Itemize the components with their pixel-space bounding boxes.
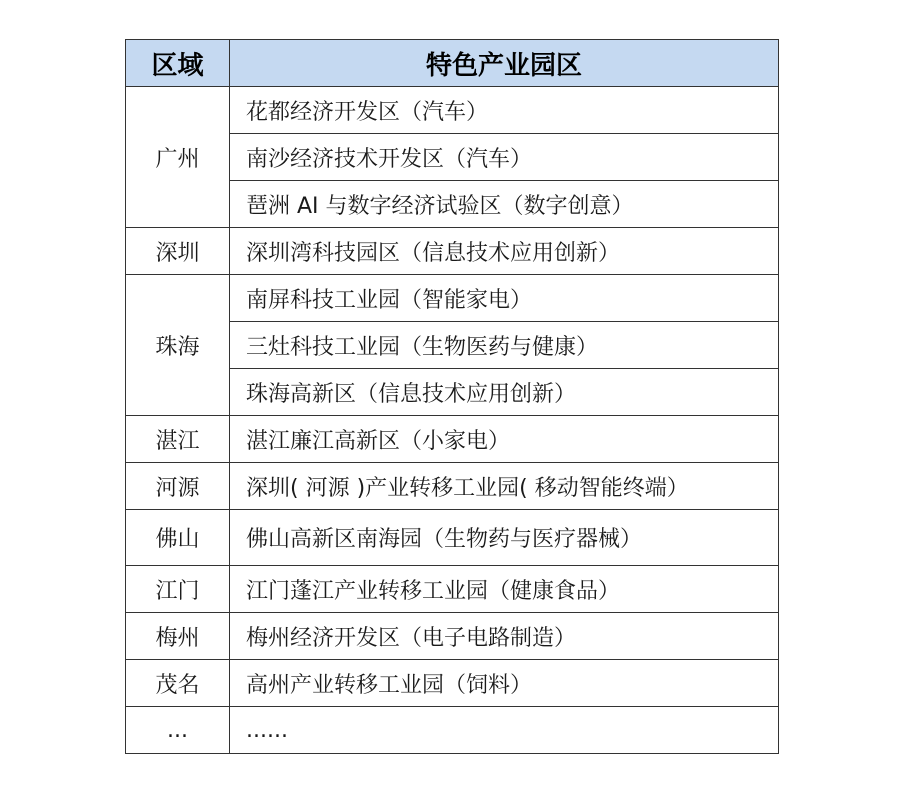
park-cell: 南沙经济技术开发区（汽车）: [230, 134, 779, 181]
table-row: [126, 510, 779, 566]
table-row: [126, 228, 779, 275]
park-cell: 深圳湾科技园区（信息技术应用创新）: [230, 228, 779, 275]
table-row: [126, 275, 779, 322]
table-row: [126, 566, 779, 613]
header-region: 区域: [126, 40, 230, 87]
park-cell: 花都经济开发区（汽车）: [230, 87, 779, 134]
park-cell: 珠海高新区（信息技术应用创新）: [230, 369, 779, 416]
park-cell: 佛山高新区南海园（生物药与医疗器械）: [230, 510, 779, 566]
park-cell: 三灶科技工业园（生物医药与健康）: [230, 322, 779, 369]
region-cell: 广州: [126, 87, 230, 228]
region-cell: 茂名: [126, 660, 230, 707]
region-cell: 湛江: [126, 416, 230, 463]
table-row: [126, 87, 779, 134]
table-row: [126, 613, 779, 660]
park-cell: 南屏科技工业园（智能家电）: [230, 275, 779, 322]
region-cell: ...: [126, 707, 230, 754]
park-cell: ......: [230, 707, 779, 754]
table-header-row: [126, 40, 779, 87]
park-cell: 深圳( 河源 )产业转移工业园( 移动智能终端）: [230, 463, 779, 510]
table-row: [126, 416, 779, 463]
header-park: 特色产业园区: [230, 40, 779, 87]
region-cell: 江门: [126, 566, 230, 613]
table-row: [126, 660, 779, 707]
region-cell: 佛山: [126, 510, 230, 566]
region-cell: 河源: [126, 463, 230, 510]
park-cell: 琶洲 AI 与数字经济试验区（数字创意）: [230, 181, 779, 228]
region-cell: 深圳: [126, 228, 230, 275]
park-cell: 江门蓬江产业转移工业园（健康食品）: [230, 566, 779, 613]
region-cell: 梅州: [126, 613, 230, 660]
table-row: [126, 463, 779, 510]
table-row: [126, 707, 779, 754]
region-cell: 珠海: [126, 275, 230, 416]
industrial-parks-table: [125, 39, 779, 754]
park-cell: 梅州经济开发区（电子电路制造）: [230, 613, 779, 660]
park-cell: 高州产业转移工业园（饲料）: [230, 660, 779, 707]
park-cell: 湛江廉江高新区（小家电）: [230, 416, 779, 463]
